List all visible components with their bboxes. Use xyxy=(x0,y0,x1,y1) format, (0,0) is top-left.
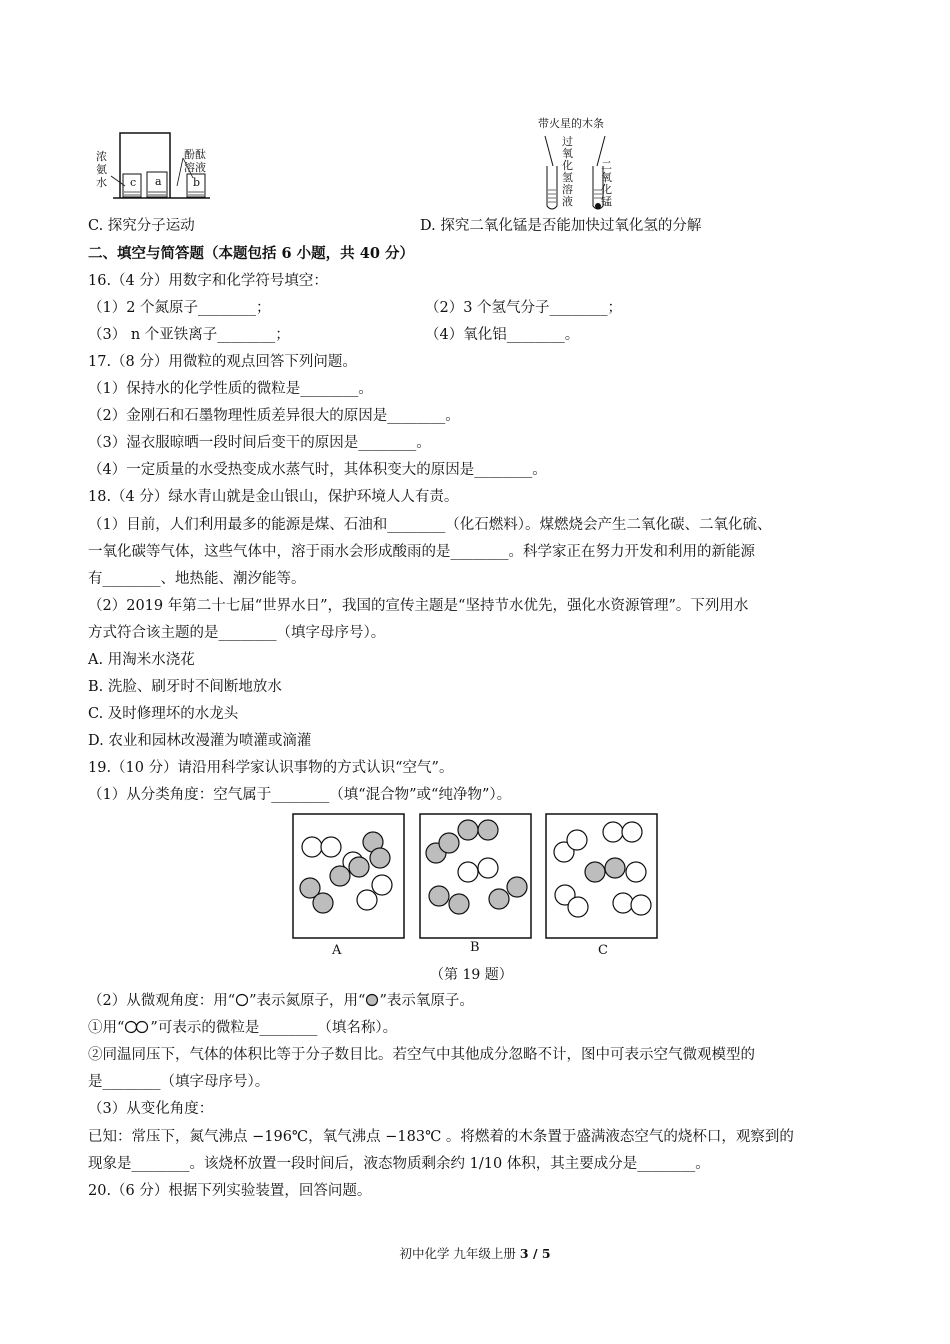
q19-part3-line2: 现象是________。该烧杯放置一段时间后，液态物质剩余约 1/10 体积，其主要成分是________。 xyxy=(88,1156,710,1172)
q19-part2-pre: （2）从微观角度：用“ xyxy=(88,993,236,1009)
option-c: C. 探究分子运动 xyxy=(88,218,195,234)
footer-page-number: 3 / 5 xyxy=(519,1246,551,1261)
q18-option-a: A. 用淘米水浇花 xyxy=(88,652,195,668)
q18-part1-line2: 一氧化碳等气体，这些气体中，溶于雨水会形成酸雨的是________。科学家正在努力开发和利用的新能源 xyxy=(88,544,755,560)
q19-part2-mid: ”表示氮原子，用“ xyxy=(249,993,366,1009)
section-title: 二、填空与简答题（本题包括 6 小题，共 40 分） xyxy=(88,245,414,262)
q19-box-c-label: C xyxy=(598,943,608,958)
q19-part2-1-pre: ①用“ xyxy=(88,1020,125,1036)
beaker-b-label: b xyxy=(193,176,201,189)
q18-part1-line1: （1）目前，人们利用最多的能源是煤、石油和________（化石燃料）。煤燃烧会产生二氧化碳、二氧化硫、 xyxy=(88,517,772,533)
figure-c-label-phenolphthalein: 酚酞 xyxy=(184,148,206,161)
q18-stem: 18.（4 分）绿水青山就是金山银山，保护环境人人有责。 xyxy=(88,489,459,505)
q19-part2-2-line1: ②同温同压下，气体的体积比等于分子数目比。若空气中其他成分忽略不计，图中可表示空气微观模型的 xyxy=(88,1047,755,1063)
figure-c-label-ammonia: 浓氨水 xyxy=(96,150,107,189)
figure-d-label-h2o2: 过氧化氢溶液 xyxy=(562,135,573,208)
q19-part2-post: ”表示氧原子。 xyxy=(379,993,474,1009)
footer-course: 初中化学 九年级上册 xyxy=(399,1246,520,1261)
q19-part2-2-line2: 是________（填字母序号）。 xyxy=(88,1074,270,1090)
q16-part2: （2）3 个氢气分子________； xyxy=(425,300,623,316)
q19-particle-models xyxy=(290,810,670,945)
q19-part2-1 xyxy=(88,1018,397,1038)
beaker-c-label: c xyxy=(130,176,137,189)
q20-stem: 20.（6 分）根据下列实验装置，回答问题。 xyxy=(88,1183,372,1199)
q18-part1-line3: 有________、地热能、潮汐能等。 xyxy=(88,571,306,587)
double-white-circle-icon xyxy=(124,1020,150,1034)
q18-part2-line1: （2）2019 年第二十七届“世界水日”，我国的宣传主题是“坚持节水优先，强化水资源管理”。下列用水 xyxy=(88,598,749,614)
q19-part3-line1: 已知：常压下，氮气沸点 −196℃，氧气沸点 −183℃ 。将燃着的木条置于盛满液态空气的烧杯口，观察到的 xyxy=(88,1129,794,1145)
q18-option-b: B. 洗脸、刷牙时不间断地放水 xyxy=(88,679,282,695)
q17-stem: 17.（8 分）用微粒的观点回答下列问题。 xyxy=(88,354,357,370)
q16-stem: 16.（4 分）用数字和化学符号填空： xyxy=(88,273,328,289)
q19-figure-caption: （第 19 题） xyxy=(430,967,513,983)
beaker-a-label: a xyxy=(155,175,162,188)
q19-stem: 19.（10 分）请沿用科学家认识事物的方式认识“空气”。 xyxy=(88,760,454,776)
q19-box-a-label: A xyxy=(332,943,342,958)
q19-part2 xyxy=(88,991,474,1011)
white-circle-icon xyxy=(235,993,249,1007)
page-footer xyxy=(0,1244,950,1262)
option-d: D. 探究二氧化锰是否能加快过氧化氢的分解 xyxy=(420,218,702,234)
q19-part2-1-post: ”可表示的微粒是________（填名称）。 xyxy=(150,1020,398,1036)
q19-part1: （1）从分类角度：空气属于________（填“混合物”或“纯净物”）。 xyxy=(88,787,512,803)
q18-option-c: C. 及时修理坏的水龙头 xyxy=(88,706,239,722)
q17-part2: （2）金刚石和石墨物理性质差异很大的原因是________。 xyxy=(88,408,460,424)
figure-d-label-top: 带火星的木条 xyxy=(538,117,604,130)
q18-part2-line2: 方式符合该主题的是________（填字母序号）。 xyxy=(88,625,386,641)
q16-part1: （1）2 个氮原子________； xyxy=(88,300,271,316)
q16-part3: （3） n 个亚铁离子________； xyxy=(88,327,290,343)
q17-part1: （1）保持水的化学性质的微粒是________。 xyxy=(88,381,373,397)
q19-box-b-label: B xyxy=(470,940,480,955)
q16-part4: （4）氧化铝________。 xyxy=(425,327,580,343)
figure-d-label-mno2: 二氧化锰 xyxy=(601,159,612,208)
q19-part3: （3）从变化角度： xyxy=(88,1101,214,1117)
q18-option-d: D. 农业和园林改漫灌为喷灌或滴灌 xyxy=(88,733,312,749)
gray-circle-icon xyxy=(365,993,379,1007)
q17-part4: （4）一定质量的水受热变成水蒸气时，其体积变大的原因是________。 xyxy=(88,462,547,478)
figure-c-label-solution: 溶液 xyxy=(184,161,206,174)
q17-part3: （3）湿衣服晾晒一段时间后变干的原因是________。 xyxy=(88,435,431,451)
